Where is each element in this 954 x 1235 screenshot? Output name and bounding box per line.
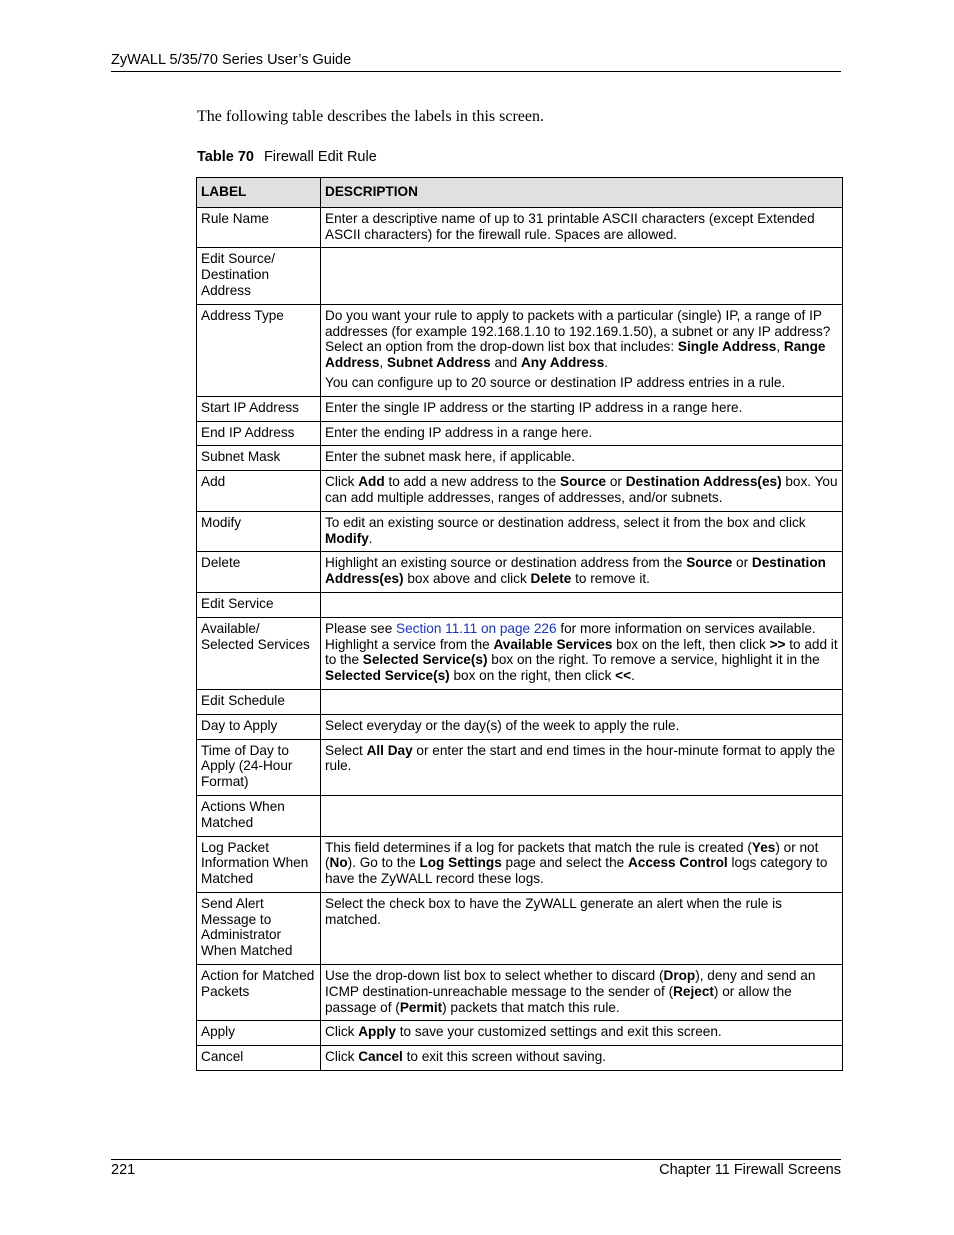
- table-body: [197, 207, 843, 1070]
- row-description: [321, 471, 843, 512]
- description-paragraph: [325, 840, 838, 887]
- bold-term: Any Address: [520, 355, 605, 371]
- row-description: [321, 421, 843, 446]
- bold-term: Destination Address(es): [325, 555, 826, 587]
- table-row: [197, 1046, 843, 1071]
- row-description: [321, 739, 843, 795]
- description-text: or: [606, 474, 626, 490]
- description-text: ) or not (: [325, 839, 819, 871]
- description-text: .: [604, 355, 609, 371]
- bold-term: Yes: [751, 839, 776, 855]
- bold-term: >>: [769, 636, 786, 652]
- description-text: Enter the ending IP address in a range here.: [325, 424, 593, 440]
- bold-term: <<: [615, 668, 632, 684]
- description-text: to exit this screen without saving.: [402, 1049, 607, 1065]
- cross-reference-link[interactable]: Section 11.11 on page 226: [396, 620, 557, 636]
- row-description: [321, 552, 843, 593]
- description-text: ) packets that match this rule.: [442, 999, 620, 1015]
- description-text: ), deny and send an ICMP destination-unreachable message to the sender of (: [325, 968, 816, 999]
- description-paragraph: [325, 743, 838, 775]
- table-row: [197, 965, 843, 1021]
- description-text: To edit an existing source or destination address, select it from the box and click: [325, 514, 806, 530]
- bold-term: Permit: [399, 999, 443, 1015]
- row-label: End IP Address: [197, 421, 321, 446]
- header-divider: [111, 71, 841, 72]
- page-number: 221: [111, 1162, 136, 1178]
- description-text: ). Go to the: [347, 855, 420, 871]
- description-text: .: [368, 530, 373, 546]
- bold-term: Apply: [358, 1024, 396, 1040]
- description-text: logs category to have the ZyWALL record these logs.: [325, 855, 828, 887]
- description-text: Click: [325, 1024, 359, 1040]
- description-text: box on the right, then click: [449, 668, 616, 684]
- row-description: [321, 836, 843, 892]
- description-text: Select the check box to have the ZyWALL generate an alert when the rule is matched.: [325, 895, 782, 927]
- bold-term: All Day: [366, 742, 413, 758]
- row-label: Time of Day to Apply (24-Hour Format): [197, 739, 321, 795]
- table-row: [197, 207, 843, 248]
- bold-term: Delete: [530, 571, 572, 587]
- description-text: to remove it.: [571, 571, 650, 587]
- description-paragraph: [325, 968, 838, 1015]
- table-row: [197, 795, 843, 836]
- row-label: Day to Apply: [197, 714, 321, 739]
- bold-term: Access Control: [627, 855, 728, 871]
- description-text: to save your customized settings and exit this screen.: [396, 1024, 722, 1040]
- description-paragraph: [325, 400, 838, 416]
- description-text: box. You can add multiple addresses, ranges of addresses, and/or subnets.: [325, 474, 838, 505]
- description-paragraph: [325, 1049, 838, 1065]
- description-paragraph: [325, 375, 838, 391]
- row-description: [321, 446, 843, 471]
- description-text: Do you want your rule to apply to packets with a particular (single) IP, a range of IP addresses (for example 192.168.1.10 to 192.169.1.50), a subnet or any IP address? Select an option from the drop-down list box that includes:: [325, 307, 831, 355]
- row-description: [321, 511, 843, 552]
- row-label: Modify: [197, 511, 321, 552]
- bold-term: Log Settings: [419, 855, 502, 871]
- row-description: [321, 795, 843, 836]
- table-row: [197, 592, 843, 617]
- description-paragraph: [325, 474, 838, 506]
- bold-term: Available Services: [493, 636, 613, 652]
- table-header-row: [197, 178, 843, 208]
- table-row: [197, 689, 843, 714]
- bold-term: Subnet Address: [386, 355, 491, 371]
- description-text: Use the drop-down list box to select whether to discard (: [325, 968, 664, 984]
- row-label: Address Type: [197, 304, 321, 396]
- description-text: page and select the: [501, 855, 628, 871]
- row-label: Apply: [197, 1021, 321, 1046]
- bold-term: Selected Service(s): [325, 668, 450, 684]
- description-text: to add it to the: [325, 636, 838, 668]
- description-text: ,: [379, 355, 387, 371]
- description-text: This field determines if a log for packets that match the rule is created (: [325, 839, 752, 855]
- description-text: Click: [325, 474, 359, 490]
- bold-term: Add: [358, 474, 385, 490]
- row-description: [321, 714, 843, 739]
- description-text: or: [732, 555, 752, 571]
- row-description: [321, 1021, 843, 1046]
- description-text: .: [631, 668, 635, 684]
- row-label: Action for Matched Packets: [197, 965, 321, 1021]
- table-row: [197, 836, 843, 892]
- footer-divider: [111, 1159, 841, 1160]
- description-text: Enter a descriptive name of up to 31 printable ASCII characters (except Extended ASCII characters) for the firewall rule. Spaces are allowed.: [325, 210, 815, 242]
- row-description: [321, 965, 843, 1021]
- description-text: Please see: [325, 620, 397, 636]
- description-text: Enter the single IP address or the starting IP address in a range here.: [325, 399, 743, 415]
- table-caption: [197, 149, 377, 165]
- table-row: [197, 248, 843, 304]
- row-label: Edit Service: [197, 592, 321, 617]
- row-label: Add: [197, 471, 321, 512]
- description-text: Click: [325, 1049, 359, 1065]
- row-description: [321, 248, 843, 304]
- row-description: [321, 1046, 843, 1071]
- description-text: You can configure up to 20 source or destination IP address entries in a rule.: [325, 374, 786, 390]
- running-header-title: ZyWALL 5/35/70 Series User’s Guide: [111, 52, 352, 68]
- table-row: [197, 471, 843, 512]
- row-description: [321, 304, 843, 396]
- table-row: [197, 739, 843, 795]
- row-description: [321, 689, 843, 714]
- bold-term: Reject: [673, 983, 714, 999]
- description-text: Select everyday or the day(s) of the week to apply the rule.: [325, 717, 680, 733]
- table-row: [197, 446, 843, 471]
- description-paragraph: [325, 515, 838, 547]
- description-paragraph: [325, 718, 838, 734]
- row-label: Send Alert Message to Administrator When Matched: [197, 892, 321, 964]
- description-paragraph: [325, 308, 838, 371]
- description-paragraph: [325, 1024, 838, 1040]
- bold-term: Modify: [325, 530, 369, 546]
- description-text: Enter the subnet mask here, if applicable.: [325, 449, 576, 465]
- chapter-title: Chapter 11 Firewall Screens: [659, 1162, 841, 1178]
- intro-paragraph: The following table describes the labels in this screen.: [197, 108, 545, 125]
- description-text: Select: [325, 742, 367, 758]
- table-row: [197, 552, 843, 593]
- label-column-header: LABEL: [197, 178, 321, 208]
- table-row: [197, 892, 843, 964]
- bold-term: Source: [560, 474, 607, 490]
- table-row: [197, 714, 843, 739]
- description-text: ,: [776, 339, 784, 355]
- description-paragraph: [325, 449, 838, 465]
- description-text: box on the right. To remove a service, highlight it in the: [487, 652, 820, 668]
- table-row: [197, 396, 843, 421]
- bold-term: Drop: [663, 968, 696, 984]
- description-text: or enter the start and end times in the hour-minute format to apply the rule.: [325, 742, 836, 774]
- bold-term: Single Address: [677, 339, 777, 355]
- bold-term: No: [329, 855, 348, 871]
- table-row: [197, 421, 843, 446]
- bold-term: Destination Address(es): [625, 474, 782, 490]
- bold-term: Range Address: [325, 339, 826, 371]
- description-text: to add a new address to the: [384, 474, 560, 490]
- row-label: Available/ Selected Services: [197, 617, 321, 689]
- row-label: Rule Name: [197, 207, 321, 248]
- table-caption-title: Firewall Edit Rule: [263, 149, 377, 165]
- bold-term: Cancel: [358, 1049, 403, 1065]
- description-column-header: DESCRIPTION: [321, 178, 843, 208]
- table-row: [197, 617, 843, 689]
- bold-term: Source: [686, 555, 733, 571]
- description-paragraph: [325, 896, 838, 928]
- row-description: [321, 207, 843, 248]
- description-text: for more information on services available. Highlight a service from the: [325, 620, 816, 652]
- row-label: Edit Schedule: [197, 689, 321, 714]
- description-text: and: [490, 355, 521, 371]
- row-label: Edit Source/ Destination Address: [197, 248, 321, 304]
- table-row: [197, 511, 843, 552]
- table-row: [197, 304, 843, 396]
- row-label: Log Packet Information When Matched: [197, 836, 321, 892]
- description-paragraph: [325, 211, 838, 243]
- description-paragraph: [325, 425, 838, 441]
- row-label: Subnet Mask: [197, 446, 321, 471]
- row-description: [321, 592, 843, 617]
- description-text: Highlight an existing source or destination address from the: [325, 555, 687, 571]
- description-text: ) or allow the passage of (: [325, 983, 792, 1015]
- row-description: [321, 617, 843, 689]
- description-paragraph: [325, 555, 838, 587]
- row-description: [321, 396, 843, 421]
- row-description: [321, 892, 843, 964]
- row-label: Actions When Matched: [197, 795, 321, 836]
- row-label: Cancel: [197, 1046, 321, 1071]
- description-text: box on the left, then click: [612, 636, 770, 652]
- description-text: box above and click: [403, 571, 531, 587]
- row-label: Start IP Address: [197, 396, 321, 421]
- row-label: Delete: [197, 552, 321, 593]
- table-caption-number: Table 70: [197, 149, 254, 165]
- bold-term: Selected Service(s): [362, 652, 488, 668]
- firewall-edit-rule-table: [196, 177, 843, 1071]
- description-paragraph: [325, 621, 838, 684]
- table-row: [197, 1021, 843, 1046]
